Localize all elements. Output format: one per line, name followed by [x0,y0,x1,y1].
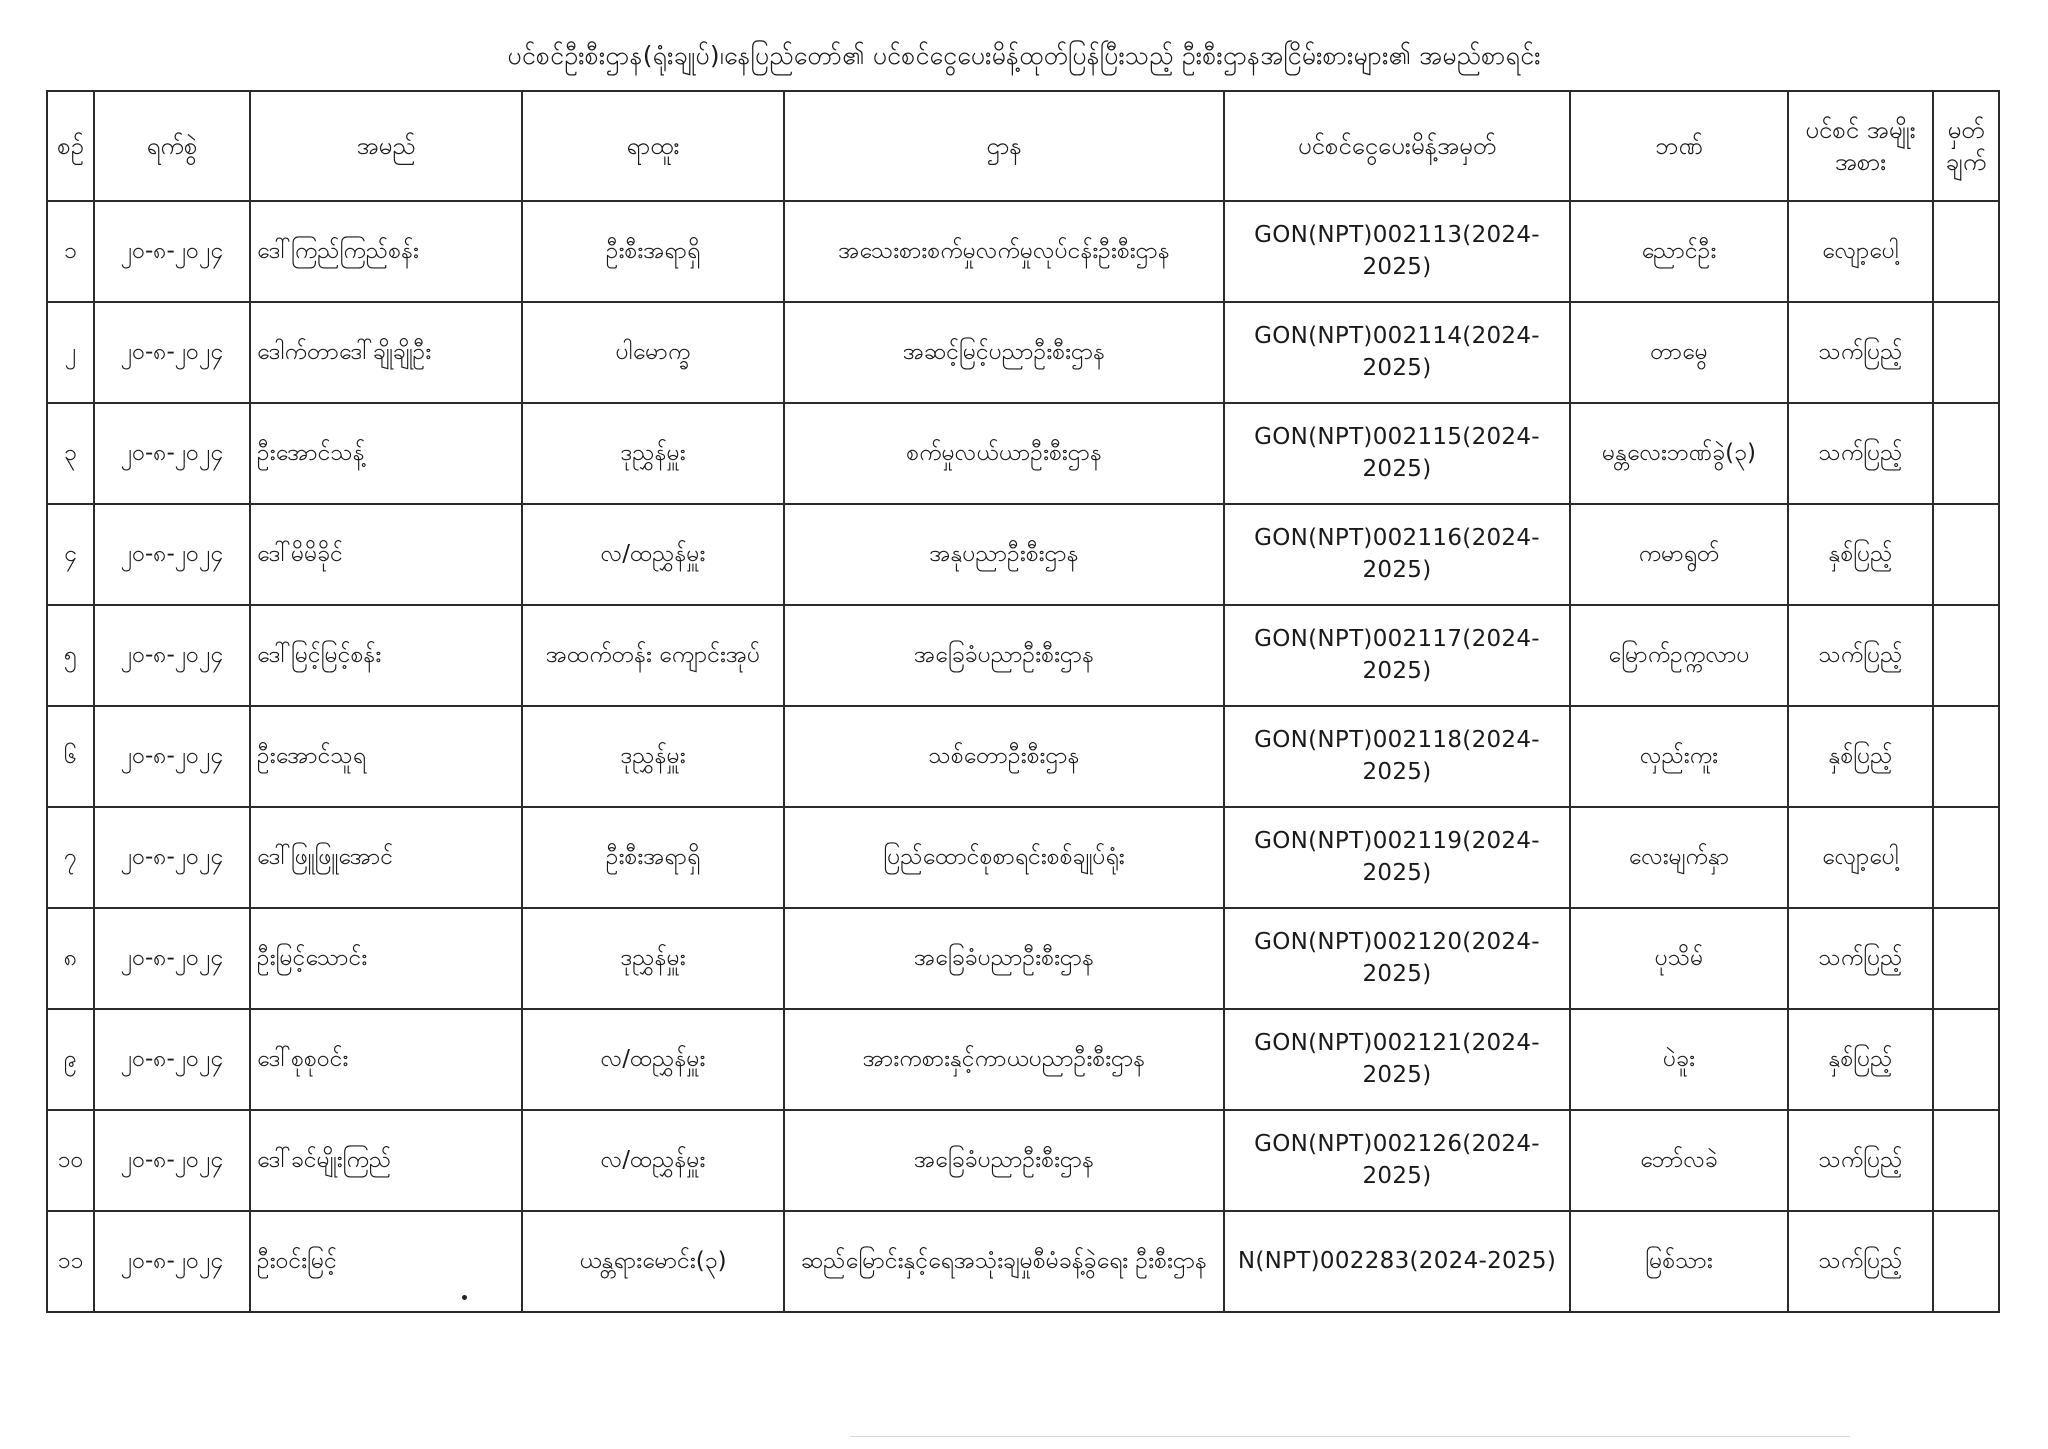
cell-name: ဒေါ်မြင့်မြင့်စန်း [250,605,522,706]
cell-treasury: လှည်းကူး [1570,706,1788,807]
cell-remarks [1933,908,1999,1009]
cell-pension-type: လျော့ပေါ့ [1788,807,1933,908]
cell-license-number: GON(NPT)002117(2024-2025) [1224,605,1570,706]
cell-remarks [1933,605,1999,706]
cell-license-number: GON(NPT)002118(2024-2025) [1224,706,1570,807]
cell-date: ၂၀-၈-၂၀၂၄ [94,605,250,706]
cell-pension-type: သက်ပြည့် [1788,403,1933,504]
cell-rank: ပါမောက္ခ [522,302,784,403]
cell-serial: ၉ [47,1009,94,1110]
cell-serial: ၇ [47,807,94,908]
cell-name: ဒေါ်စုစုဝင်း [250,1009,522,1110]
cell-license-number: GON(NPT)002116(2024-2025) [1224,504,1570,605]
cell-department: အနုပညာဦးစီးဌာန [784,504,1224,605]
header-rank: ရာထူး [522,91,784,201]
cell-treasury: ပဲခူး [1570,1009,1788,1110]
cell-rank: ဦးစီးအရာရှိ [522,807,784,908]
cell-serial: ၂ [47,302,94,403]
cell-department: သစ်တောဦးစီးဌာန [784,706,1224,807]
cell-department: ဆည်မြောင်းနှင့်ရေအသုံးချမှုစီမံခန့်ခွဲရေး ဦးစီးဌာန [784,1211,1224,1312]
cell-serial: ၁ [47,201,94,302]
table-row [47,302,1999,403]
cell-name: ဒေါက်တာဒေါ်ချိုချိုဦး [250,302,522,403]
cell-remarks [1933,201,1999,302]
header-department: ဌာန [784,91,1224,201]
cell-date: ၂၀-၈-၂၀၂၄ [94,1110,250,1211]
cell-treasury: တာမွေ [1570,302,1788,403]
cell-license-number: N(NPT)002283(2024-2025) [1224,1211,1570,1312]
cell-department: စက်မှုလယ်ယာဦးစီးဌာန [784,403,1224,504]
cell-rank: ယန္တရားမောင်း(၃) [522,1211,784,1312]
header-treasury: ဘဏ် [1570,91,1788,201]
cell-treasury: မြစ်သား [1570,1211,1788,1312]
cell-name: ဒေါ်ကြည်ကြည်စန်း [250,201,522,302]
table-row [47,504,1999,605]
header-date: ရက်စွဲ [94,91,250,201]
cell-serial: ၁၁ [47,1211,94,1312]
cell-license-number: GON(NPT)002114(2024-2025) [1224,302,1570,403]
cell-treasury: ပုသိမ် [1570,908,1788,1009]
cell-treasury: ကမာရွတ် [1570,504,1788,605]
cell-name: ဦးအောင်သန့် [250,403,522,504]
cell-date: ၂၀-၈-၂၀၂၄ [94,1009,250,1110]
table-row [47,908,1999,1009]
table-header-row [47,91,1999,201]
cell-rank: ဒုညွှန်မှူး [522,706,784,807]
cell-remarks [1933,403,1999,504]
cell-treasury: ညောင်ဦး [1570,201,1788,302]
cell-date: ၂၀-၈-၂၀၂၄ [94,302,250,403]
cell-serial: ၆ [47,706,94,807]
table-row [47,1110,1999,1211]
cell-pension-type: သက်ပြည့် [1788,1110,1933,1211]
cell-pension-type: သက်ပြည့် [1788,1211,1933,1312]
cell-department: အခြေခံပညာဦးစီးဌာန [784,908,1224,1009]
cell-department: အသေးစားစက်မှုလက်မှုလုပ်ငန်းဦးစီးဌာန [784,201,1224,302]
cell-remarks [1933,1211,1999,1312]
header-serial: စဉ် [47,91,94,201]
cell-remarks [1933,302,1999,403]
cell-name: ဒေါ်ခင်မျိုးကြည် [250,1110,522,1211]
cell-name: ဒေါ်ဖြူဖြူအောင် [250,807,522,908]
cell-remarks [1933,706,1999,807]
cell-pension-type: သက်ပြည့် [1788,302,1933,403]
cell-rank: လ/ထညွှန်မှူး [522,1110,784,1211]
table-row [47,403,1999,504]
table-row [47,1211,1999,1312]
cell-serial: ၁၀ [47,1110,94,1211]
cell-rank: လ/ထညွှန်မှူး [522,504,784,605]
cell-name: ဦးအောင်သူရ [250,706,522,807]
header-name: အမည် [250,91,522,201]
cell-serial: ၄ [47,504,94,605]
cell-department: ပြည်ထောင်စုစာရင်းစစ်ချုပ်ရုံး [784,807,1224,908]
cell-date: ၂၀-၈-၂၀၂၄ [94,908,250,1009]
cell-pension-type: သက်ပြည့် [1788,908,1933,1009]
cell-rank: အထက်တန်း ကျောင်းအုပ် [522,605,784,706]
cell-pension-type: လျော့ပေါ့ [1788,201,1933,302]
header-license-number: ပင်စင်ငွေပေးမိန့်အမှတ် [1224,91,1570,201]
cell-department: အခြေခံပညာဦးစီးဌာန [784,605,1224,706]
table-row [47,807,1999,908]
cell-rank: ဒုညွှန်မှူး [522,908,784,1009]
cell-treasury: ဘော်လခဲ [1570,1110,1788,1211]
cell-treasury: လေးမျက်နှာ [1570,807,1788,908]
cell-serial: ၈ [47,908,94,1009]
cell-license-number: GON(NPT)002119(2024-2025) [1224,807,1570,908]
cell-remarks [1933,1009,1999,1110]
cell-date: ၂၀-၈-၂၀၂၄ [94,1211,250,1312]
cell-pension-type: နှစ်ပြည့် [1788,706,1933,807]
cell-treasury: မြောက်ဥက္ကလာပ [1570,605,1788,706]
cell-name: ဦးဝင်းမြင့် [250,1211,522,1312]
cell-pension-type: သက်ပြည့် [1788,605,1933,706]
cell-remarks [1933,807,1999,908]
cell-date: ၂၀-၈-၂၀၂၄ [94,504,250,605]
cell-license-number: GON(NPT)002120(2024-2025) [1224,908,1570,1009]
cell-name: ဒေါ်မိမိခိုင် [250,504,522,605]
cell-department: အခြေခံပညာဦးစီးဌာန [784,1110,1224,1211]
cell-date: ၂၀-၈-၂၀၂၄ [94,706,250,807]
cell-date: ၂၀-၈-၂၀၂၄ [94,201,250,302]
cell-license-number: GON(NPT)002113(2024-2025) [1224,201,1570,302]
cell-license-number: GON(NPT)002115(2024-2025) [1224,403,1570,504]
cell-pension-type: နှစ်ပြည့် [1788,504,1933,605]
cell-serial: ၅ [47,605,94,706]
page-title: ပင်စင်ဦးစီးဌာန(ရုံးချုပ်)၊နေပြည်တော်၏ ပင်စင်ငွေပေးမိန့်ထုတ်ပြန်ပြီးသည့် ဦးစီးဌာနအငြိမ်းစားများ၏ အမည်စာရင်း [507,41,1541,70]
cell-rank: ဦးစီးအရာရှိ [522,201,784,302]
header-remarks: မှတ် ချက် [1933,91,1999,201]
cell-serial: ၃ [47,403,94,504]
cell-date: ၂၀-၈-၂၀၂၄ [94,807,250,908]
cell-treasury: မန္တလေးဘဏ်ခွဲ(၃) [1570,403,1788,504]
bottom-scan-line [850,1436,1850,1437]
table-row [47,706,1999,807]
cell-department: အားကစားနှင့်ကာယပညာဦးစီးဌာန [784,1009,1224,1110]
header-pension-type: ပင်စင် အမျိုးအစား [1788,91,1933,201]
table-row [47,605,1999,706]
scan-speck [462,1295,467,1300]
cell-remarks [1933,504,1999,605]
cell-name: ဦးမြင့်သောင်း [250,908,522,1009]
cell-department: အဆင့်မြင့်ပညာဦးစီးဌာန [784,302,1224,403]
table-row [47,201,1999,302]
table-body [47,201,1999,1312]
cell-license-number: GON(NPT)002126(2024-2025) [1224,1110,1570,1211]
cell-rank: ဒုညွှန်မှူး [522,403,784,504]
cell-pension-type: နှစ်ပြည့် [1788,1009,1933,1110]
table-row [47,1009,1999,1110]
cell-rank: လ/ထညွှန်မှူး [522,1009,784,1110]
cell-date: ၂၀-၈-၂၀၂၄ [94,403,250,504]
pension-roster-table [46,90,2000,1313]
cell-remarks [1933,1110,1999,1211]
cell-license-number: GON(NPT)002121(2024-2025) [1224,1009,1570,1110]
